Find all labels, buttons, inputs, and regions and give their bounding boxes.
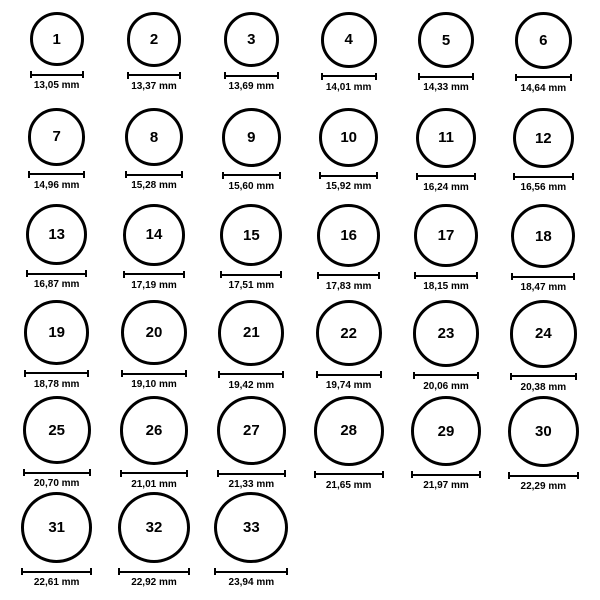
caliper-icon xyxy=(21,568,93,575)
ring-diameter-label: 17,19 mm xyxy=(131,279,177,291)
ring-measurement xyxy=(319,172,378,192)
caliper-icon xyxy=(513,173,573,180)
ring-size-cell xyxy=(495,12,592,108)
ring-size-number: 33 xyxy=(242,519,260,536)
caliper-icon xyxy=(222,172,281,179)
caliper-icon xyxy=(24,370,89,377)
ring-circle xyxy=(511,204,575,268)
ring-size-number: 5 xyxy=(441,31,451,49)
caliper-icon xyxy=(123,271,185,278)
ring-circle xyxy=(510,300,578,368)
caliper-icon xyxy=(118,568,190,575)
caliper-icon xyxy=(28,171,86,178)
ring-measurement xyxy=(414,272,477,292)
ring-measurement xyxy=(515,74,572,94)
ring-diameter-label: 21,01 mm xyxy=(131,478,177,490)
caliper-icon xyxy=(321,73,377,80)
ring-circle xyxy=(411,396,481,466)
ring-diameter-label: 13,05 mm xyxy=(33,80,80,91)
ring-size-cell xyxy=(8,204,105,300)
ring-size-cell xyxy=(495,108,592,204)
ring-circle xyxy=(21,492,93,563)
caliper-icon xyxy=(418,73,474,80)
caliper-icon xyxy=(319,172,378,179)
ring-diameter-label: 15,28 mm xyxy=(131,180,177,192)
ring-diameter-label: 21,65 mm xyxy=(325,479,372,491)
caliper-icon xyxy=(217,470,286,477)
ring-circle xyxy=(319,108,378,167)
ring-circle xyxy=(24,300,89,365)
ring-circle xyxy=(508,396,579,467)
ring-size-cell xyxy=(203,396,300,492)
ring-diameter-label: 18,78 mm xyxy=(33,378,80,390)
ring-size-cell xyxy=(8,300,105,396)
ring-measurement xyxy=(120,470,189,490)
ring-size-cell xyxy=(8,12,105,108)
ring-size-number: 20 xyxy=(145,324,163,342)
ring-measurement xyxy=(413,372,480,392)
ring-measurement xyxy=(214,568,288,588)
ring-circle xyxy=(414,204,477,267)
ring-circle xyxy=(214,492,288,563)
ring-size-number: 22 xyxy=(340,324,357,342)
ring-circle xyxy=(26,204,87,265)
ring-diameter-label: 18,15 mm xyxy=(423,281,469,293)
ring-size-cell xyxy=(300,204,397,300)
ring-circle xyxy=(222,108,281,167)
ring-size-number: 3 xyxy=(247,31,256,49)
caliper-icon xyxy=(414,272,477,279)
ring-measurement xyxy=(30,71,84,91)
ring-size-number: 1 xyxy=(52,30,61,48)
ring-circle xyxy=(28,108,86,166)
ring-diameter-label: 21,33 mm xyxy=(228,479,275,491)
ring-size-cell xyxy=(495,300,592,396)
ring-diameter-label: 20,38 mm xyxy=(520,381,567,393)
ring-size-cell xyxy=(495,396,592,492)
ring-measurement xyxy=(220,271,282,291)
ring-size-number: 23 xyxy=(437,324,455,342)
ring-size-cell xyxy=(8,396,105,492)
caliper-icon xyxy=(30,71,84,78)
ring-size-number: 17 xyxy=(437,227,455,245)
ring-diameter-label: 21,97 mm xyxy=(423,480,469,492)
ring-diameter-label: 14,33 mm xyxy=(423,82,469,94)
ring-diameter-label: 22,92 mm xyxy=(131,577,177,588)
ring-size-number: 4 xyxy=(344,31,353,49)
ring-size-number: 28 xyxy=(340,422,357,440)
ring-size-number: 2 xyxy=(149,30,159,48)
ring-measurement xyxy=(23,469,91,489)
ring-size-cell xyxy=(397,300,494,396)
ring-circle xyxy=(416,108,476,168)
ring-diameter-label: 16,24 mm xyxy=(423,181,469,193)
ring-size-number: 12 xyxy=(534,129,552,147)
caliper-icon xyxy=(23,469,91,476)
caliper-icon xyxy=(510,373,578,380)
ring-size-cell xyxy=(300,12,397,108)
caliper-icon xyxy=(214,568,288,575)
caliper-icon xyxy=(508,472,579,479)
ring-size-number: 15 xyxy=(242,226,260,244)
ring-circle xyxy=(317,204,380,267)
ring-circle xyxy=(314,396,384,466)
ring-measurement xyxy=(321,73,377,93)
ring-size-number: 29 xyxy=(437,422,455,440)
ring-circle xyxy=(121,300,186,365)
ring-size-number: 27 xyxy=(242,422,260,440)
ring-size-number: 11 xyxy=(438,129,454,147)
caliper-icon xyxy=(411,471,481,478)
ring-circle xyxy=(515,12,572,69)
ring-circle xyxy=(125,108,183,166)
ring-circle xyxy=(23,396,91,464)
ring-diameter-label: 17,83 mm xyxy=(325,280,372,292)
ring-diameter-label: 22,61 mm xyxy=(33,577,80,588)
ring-size-cell xyxy=(203,204,300,300)
ring-circle xyxy=(316,300,382,366)
ring-size-cell xyxy=(397,108,494,204)
ring-size-cell xyxy=(495,204,592,300)
ring-measurement xyxy=(125,171,183,191)
caliper-icon xyxy=(121,370,186,377)
caliper-icon xyxy=(127,72,182,79)
ring-diameter-label: 22,29 mm xyxy=(520,481,567,492)
ring-size-number: 31 xyxy=(48,519,65,536)
ring-circle xyxy=(413,300,480,367)
ring-size-number: 18 xyxy=(534,227,552,245)
ring-size-number: 25 xyxy=(48,421,65,439)
ring-measurement xyxy=(123,271,185,291)
ring-diameter-label: 16,87 mm xyxy=(33,279,80,290)
caliper-icon xyxy=(316,371,382,378)
ring-diameter-label: 13,37 mm xyxy=(131,80,177,92)
ring-size-number: 13 xyxy=(48,226,65,243)
ring-size-number: 14 xyxy=(145,226,163,244)
ring-size-number: 26 xyxy=(145,421,163,439)
ring-diameter-label: 19,74 mm xyxy=(325,380,372,392)
ring-measurement xyxy=(24,370,89,390)
ring-size-cell xyxy=(105,204,202,300)
ring-measurement xyxy=(222,172,281,192)
ring-size-number: 19 xyxy=(48,323,65,341)
ring-diameter-label: 14,96 mm xyxy=(33,179,80,191)
ring-size-cell xyxy=(203,108,300,204)
ring-circle xyxy=(321,12,377,68)
ring-measurement xyxy=(28,171,86,191)
ring-size-number: 6 xyxy=(539,31,548,49)
ring-size-cell xyxy=(397,12,494,108)
ring-circle xyxy=(127,12,182,67)
caliper-icon xyxy=(26,270,87,277)
ring-size-cell xyxy=(203,492,300,588)
ring-size-number: 10 xyxy=(340,129,357,147)
ring-measurement xyxy=(508,472,579,492)
ring-diameter-label: 16,56 mm xyxy=(520,182,567,194)
ring-measurement xyxy=(511,273,575,293)
ring-size-cell xyxy=(105,108,202,204)
ring-diameter-label: 19,10 mm xyxy=(131,379,177,391)
ring-measurement xyxy=(127,72,182,92)
ring-measurement xyxy=(224,72,279,92)
ring-circle xyxy=(30,12,84,66)
caliper-icon xyxy=(224,72,279,79)
ring-measurement xyxy=(316,371,382,391)
ring-diameter-label: 19,42 mm xyxy=(228,379,275,391)
ring-size-cell xyxy=(397,396,494,492)
ring-diameter-label: 17,51 mm xyxy=(228,280,275,292)
ring-circle xyxy=(418,12,474,68)
ring-diameter-label: 14,01 mm xyxy=(325,81,372,93)
ring-size-cell xyxy=(397,204,494,300)
ring-size-cell xyxy=(300,300,397,396)
ring-circle xyxy=(224,12,279,67)
caliper-icon xyxy=(416,173,476,180)
ring-size-cell xyxy=(105,12,202,108)
ring-diameter-label: 18,47 mm xyxy=(520,282,567,293)
ring-size-cell xyxy=(300,396,397,492)
ring-size-cell xyxy=(8,492,105,588)
caliper-icon xyxy=(317,272,380,279)
ring-diameter-label: 20,70 mm xyxy=(33,478,80,489)
caliper-icon xyxy=(218,371,284,378)
ring-measurement xyxy=(314,471,384,491)
ring-circle xyxy=(120,396,189,465)
ring-diameter-label: 20,06 mm xyxy=(423,380,469,392)
ring-size-number: 7 xyxy=(52,128,61,146)
ring-measurement xyxy=(26,270,87,290)
caliper-icon xyxy=(120,470,189,477)
ring-size-number: 9 xyxy=(247,128,256,146)
caliper-icon xyxy=(413,372,480,379)
ring-circle xyxy=(118,492,190,563)
ring-size-number: 8 xyxy=(149,128,159,146)
ring-size-cell xyxy=(105,396,202,492)
caliper-icon xyxy=(125,171,183,178)
ring-size-number: 30 xyxy=(534,423,552,440)
ring-size-cell xyxy=(8,108,105,204)
ring-size-cell xyxy=(300,108,397,204)
ring-circle xyxy=(218,300,284,366)
ring-measurement xyxy=(418,73,474,93)
ring-size-cell xyxy=(203,300,300,396)
caliper-icon xyxy=(515,74,572,81)
ring-circle xyxy=(220,204,282,266)
ring-diameter-label: 13,69 mm xyxy=(228,81,275,93)
ring-measurement xyxy=(21,568,93,588)
ring-measurement xyxy=(121,370,186,390)
ring-measurement xyxy=(411,471,481,491)
ring-measurement xyxy=(513,173,573,193)
ring-size-cell xyxy=(105,492,202,588)
ring-measurement xyxy=(217,470,286,490)
ring-size-number: 16 xyxy=(340,226,357,244)
caliper-icon xyxy=(511,273,575,280)
caliper-icon xyxy=(220,271,282,278)
ring-diameter-label: 15,92 mm xyxy=(325,181,372,193)
ring-diameter-label: 15,60 mm xyxy=(228,180,275,192)
ring-size-number: 32 xyxy=(145,519,163,536)
ring-measurement xyxy=(510,373,578,393)
ring-size-grid xyxy=(8,12,592,588)
ring-measurement xyxy=(218,371,284,391)
ring-circle xyxy=(513,108,573,168)
ring-measurement xyxy=(118,568,190,588)
ring-circle xyxy=(217,396,286,465)
ring-size-cell xyxy=(105,300,202,396)
ring-size-cell xyxy=(203,12,300,108)
ring-diameter-label: 23,94 mm xyxy=(228,577,275,588)
ring-measurement xyxy=(317,272,380,292)
ring-circle xyxy=(123,204,185,266)
ring-size-number: 24 xyxy=(534,325,552,343)
caliper-icon xyxy=(314,471,384,478)
ring-size-number: 21 xyxy=(242,324,260,342)
ring-diameter-label: 14,64 mm xyxy=(520,82,567,94)
ring-measurement xyxy=(416,173,476,193)
